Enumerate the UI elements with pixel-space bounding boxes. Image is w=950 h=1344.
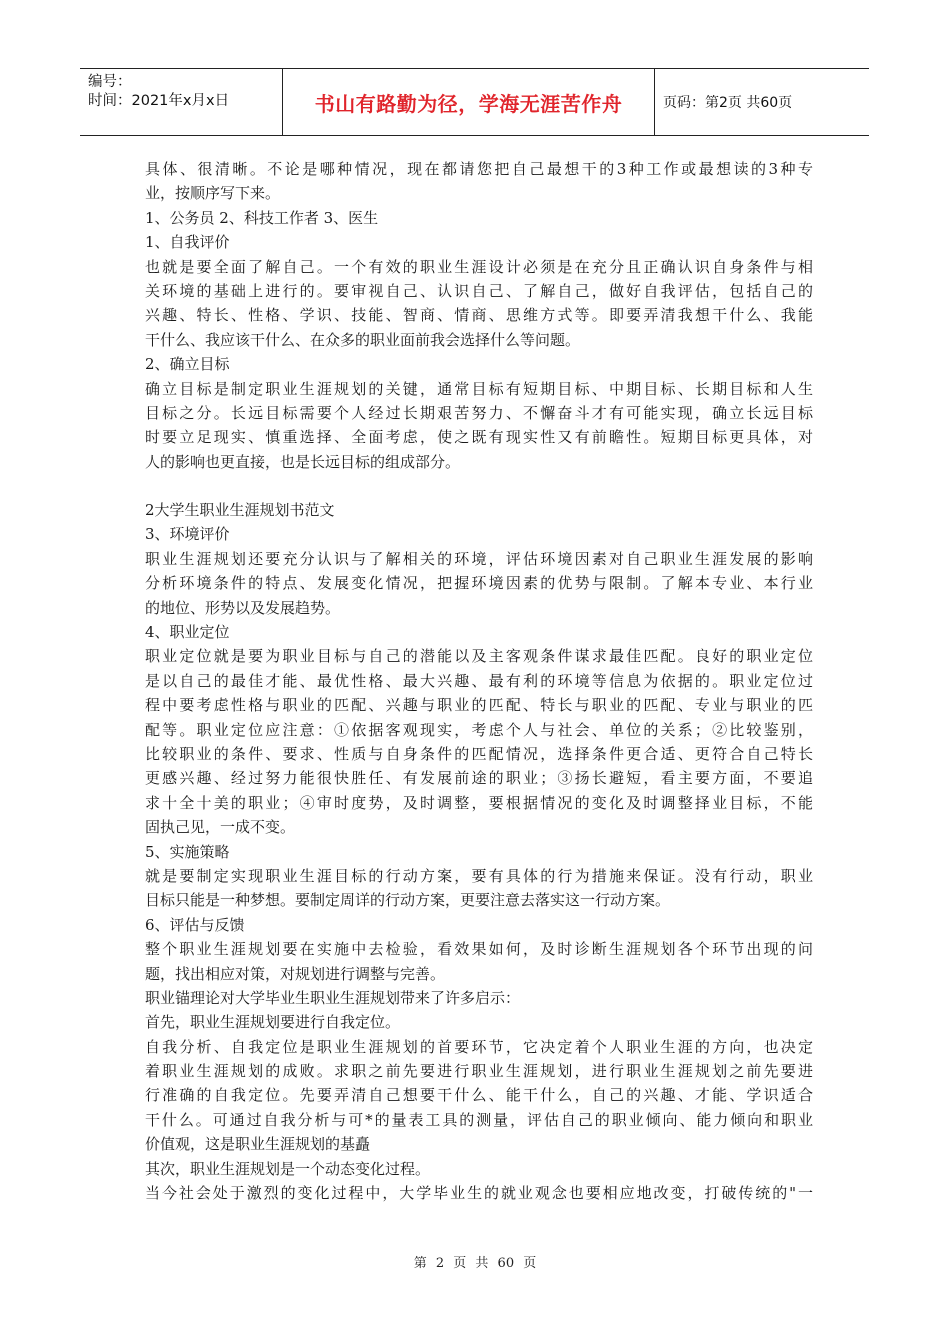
body-text-line: 程中要考虑性格与职业的匹配、兴趣与职业的匹配、特长与职业的匹配、专业与职业的匹: [145, 696, 813, 715]
body-text-line: 2、确立目标: [145, 355, 230, 374]
body-text-line: 兴趣、特长、性格、学识、技能、智商、情商、思维方式等。即要弄清我想干什么、我能: [145, 306, 813, 325]
document-number-label: 编号：: [88, 74, 132, 90]
header-page-cell: [655, 69, 869, 135]
body-text-line: 着职业生涯规划的成败。求职之前先要进行职业生涯规划，进行职业生涯规划之前先要进: [145, 1062, 813, 1081]
body-text-line: 干什么。可通过自我分析与可*的量表工具的测量，评估自己的职业倾向、能力倾向和职业: [145, 1110, 813, 1129]
header-meta-cell: [80, 69, 283, 135]
document-body: [145, 157, 813, 1205]
body-text-line: 自我分析、自我定位是职业生涯规划的首要环节，它决定着个人职业生涯的方向，也决定: [145, 1037, 813, 1056]
body-text-line: 干什么、我应该干什么、在众多的职业面前我会选择什么等问题。: [145, 330, 581, 349]
body-text-line: 配等。职业定位应注意：①依据客观现实，考虑个人与社会、单位的关系；②比较鉴别，: [145, 720, 813, 739]
body-text-line: 也就是要全面了解自己。一个有效的职业生涯设计必须是在充分且正确认识自身条件与相: [145, 257, 813, 276]
header-motto-cell: [283, 69, 655, 135]
body-text-line: 具体、很清晰。不论是哪种情况，现在都请您把自己最想干的3种工作或最想读的3种专: [145, 160, 813, 178]
page-header: [80, 68, 869, 136]
body-text-line: 行准确的自我定位。先要弄清自己想要干什么、能干什么，自己的兴趣、才能、学识适合: [145, 1086, 813, 1105]
body-text-line: 比较职业的条件、要求、性质与自身条件的匹配情况，选择条件更合适、更符合自己特长: [145, 744, 813, 763]
body-text-line: 固执己见，一成不变。: [145, 818, 296, 837]
body-text-line: 就是要制定实现职业生涯目标的行动方案，要有具体的行为措施来保证。没有行动，职业: [145, 866, 813, 885]
document-date: 时间：2021年x月x日: [88, 93, 230, 109]
body-text-line: 是以自己的最佳才能、最优性格、最大兴趣、最有利的环境等信息为依据的。职业定位过: [145, 671, 813, 690]
paragraph-gap: [145, 474, 813, 498]
body-text-line: 1、公务员 2、科技工作者 3、医生: [145, 208, 379, 227]
body-text-line: 职业生涯规划还要充分认识与了解相关的环境，评估环境因素对自己职业生涯发展的影响: [145, 549, 813, 568]
body-text-line: 价值观，这是职业生涯规划的基矗: [145, 1135, 371, 1154]
body-text-line: 整个职业生涯规划要在实施中去检验，看效果如何，及时诊断生涯规划各个环节出现的问: [145, 940, 813, 959]
body-text-line: 求十全十美的职业；④审时度势，及时调整，要根据情况的变化及时调整择业目标，不能: [145, 793, 813, 812]
body-text-line: 1、自我评价: [145, 233, 230, 252]
header-motto: 书山有路勤为径，学海无涯苦作舟: [314, 91, 623, 116]
body-text-line: 职业定位就是要为职业目标与自己的潜能以及主客观条件谋求最佳匹配。良好的职业定位: [145, 647, 813, 666]
body-text-line: 其次，职业生涯规划是一个动态变化过程。: [145, 1159, 431, 1178]
body-text-line: 的地位、形势以及发展趋势。: [145, 598, 341, 617]
body-text-line: 业，按顺序写下来。: [145, 184, 281, 203]
body-text-line: 关环境的基础上进行的。要审视自己、认识自己、了解自己，做好自我评估，包括自己的: [145, 281, 813, 300]
body-text-line: 确立目标是制定职业生涯规划的关键，通常目标有短期目标、中期目标、长期目标和人生: [145, 379, 813, 398]
body-text-line: 目标之分。长远目标需要个人经过长期艰苦努力、不懈奋斗才有可能实现，确立长远目标: [145, 403, 813, 422]
body-text-line: 5、实施策略: [145, 842, 230, 861]
body-text-line: 6、评估与反馈: [145, 915, 245, 934]
body-text-line: 人的影响也更直接，也是长远目标的组成部分。: [145, 452, 461, 471]
body-text-line: 时要立足现实、慎重选择、全面考虑，使之既有现实性又有前瞻性。短期目标更具体，对: [145, 428, 813, 447]
body-text-line: 题，找出相应对策，对规划进行调整与完善。: [145, 964, 446, 983]
body-text-line: 当今社会处于激烈的变化过程中，大学毕业生的就业观念也要相应地改变，打破传统的"一: [145, 1184, 813, 1203]
body-text-line: 3、环境评价: [145, 525, 230, 544]
body-text-line: 4、职业定位: [145, 623, 230, 642]
page-footer: [0, 1252, 950, 1271]
body-text-line: 分析环境条件的特点、发展变化情况，把握环境因素的优势与限制。了解本专业、本行业: [145, 574, 813, 593]
header-page-info: 页码：第2页 共60页: [663, 95, 793, 111]
body-text-line: 2大学生职业生涯规划书范文: [145, 501, 335, 520]
body-text-line: 职业锚理论对大学毕业生职业生涯规划带来了许多启示：: [145, 988, 521, 1007]
body-text-line: 目标只能是一种梦想。要制定周详的行动方案，更要注意去落实这一行动方案。: [145, 891, 671, 910]
footer-page-number: 第 2 页 共 60 页: [413, 1256, 537, 1271]
body-text-line: 更感兴趣、经过努力能很快胜任、有发展前途的职业；③扬长避短，看主要方面，不要追: [145, 769, 813, 788]
body-text-line: 首先，职业生涯规划要进行自我定位。: [145, 1013, 401, 1032]
